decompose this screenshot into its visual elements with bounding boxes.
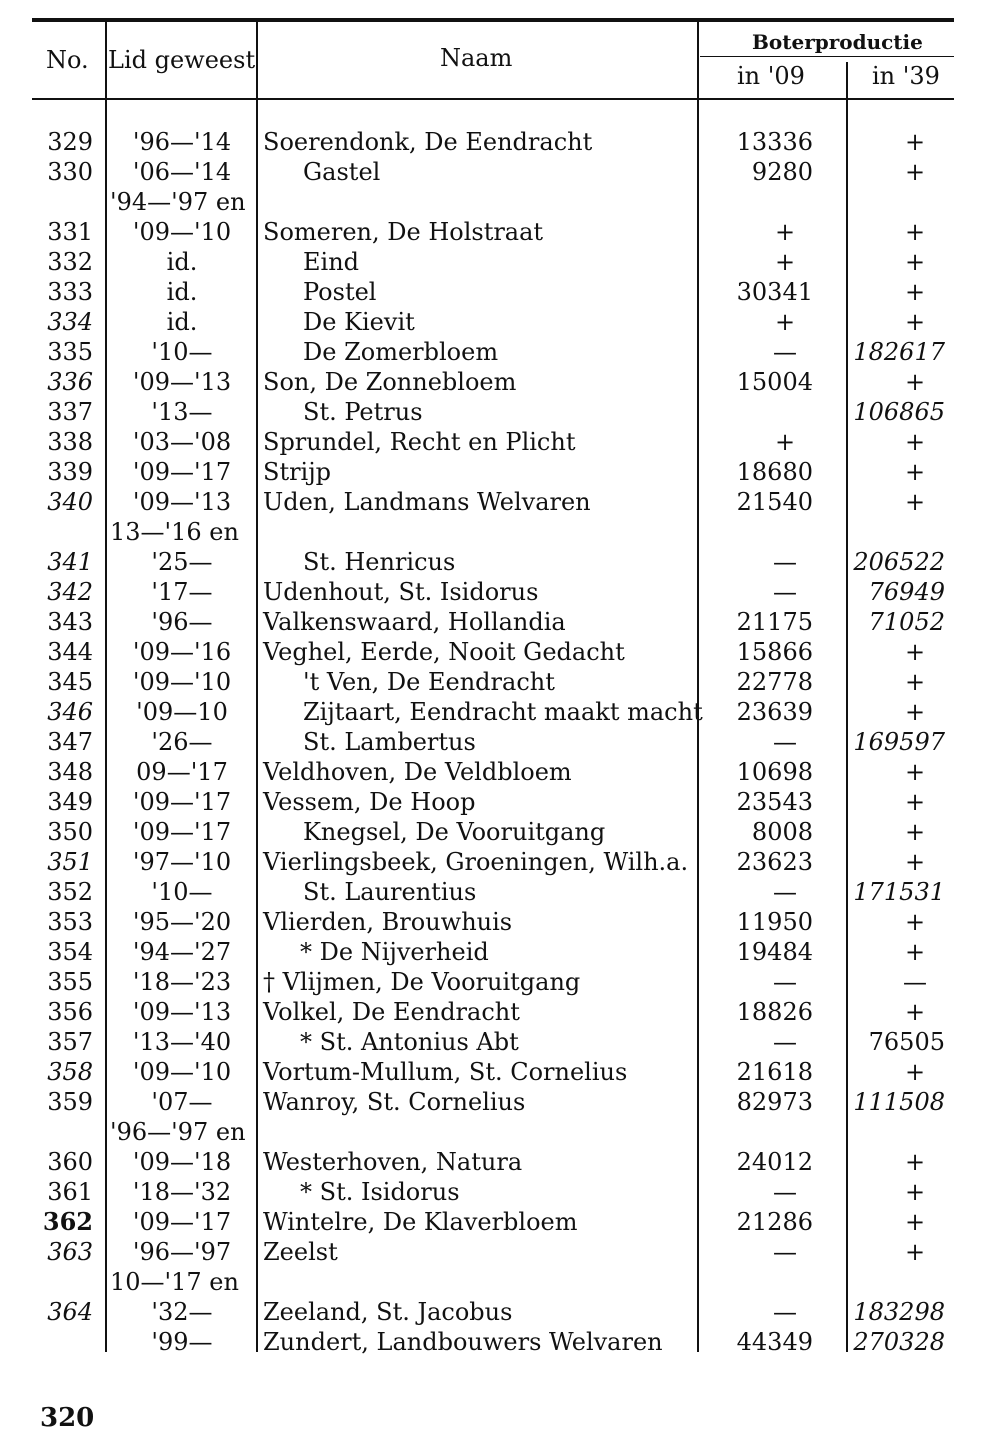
row-boter-09: 21540 <box>736 488 813 516</box>
row-boter-39: + <box>904 158 926 186</box>
table-row <box>0 1087 990 1117</box>
table-row <box>0 217 990 247</box>
row-boter-09: 44349 <box>736 1328 813 1356</box>
row-boter-09: — <box>773 338 797 366</box>
row-number: 343 <box>47 608 93 636</box>
row-boter-09: 21618 <box>736 1058 813 1086</box>
row-boter-09: 21175 <box>736 608 813 636</box>
row-boter-39: + <box>904 368 926 396</box>
row-number: 363 <box>47 1238 93 1266</box>
row-boter-09: — <box>773 1028 797 1056</box>
table-row <box>0 1177 990 1207</box>
table-row <box>0 157 990 187</box>
row-number: 332 <box>47 248 93 276</box>
row-naam: Son, De Zonnebloem <box>263 368 517 396</box>
table-row <box>0 127 990 157</box>
row-naam: Vierlingsbeek, Groeningen, Wilh.a. <box>263 848 689 876</box>
row-number: 329 <box>47 128 93 156</box>
row-lid-geweest: '09—'16 <box>132 638 232 666</box>
row-number: 331 <box>47 218 93 246</box>
row-naam: * De Nijverheid <box>300 938 489 966</box>
row-lid-geweest: '09—'17 <box>132 458 232 486</box>
table-row <box>0 547 990 577</box>
row-lid-geweest: '18—'23 <box>132 968 232 996</box>
table-row <box>0 757 990 787</box>
row-boter-39: + <box>904 788 926 816</box>
row-lid-geweest: '26— <box>151 728 213 756</box>
row-boter-09: 23543 <box>736 788 813 816</box>
row-boter-09: 15866 <box>736 638 813 666</box>
row-lid-geweest: '94—'27 <box>132 938 232 966</box>
row-boter-09: 23623 <box>736 848 813 876</box>
row-number: 362 <box>42 1207 93 1236</box>
row-naam: Zeelst <box>263 1238 338 1266</box>
row-number: 352 <box>47 878 93 906</box>
row-naam: Westerhoven, Natura <box>263 1148 523 1176</box>
table-row <box>0 1057 990 1087</box>
row-lid-geweest: '96— <box>151 608 213 636</box>
header-rule <box>32 98 954 100</box>
row-lid-geweest: '96—'97 en <box>110 1118 246 1146</box>
row-boter-39: + <box>904 1208 926 1236</box>
row-lid-geweest: '06—'14 <box>132 158 232 186</box>
table-row <box>0 907 990 937</box>
row-naam: 't Ven, De Eendracht <box>303 668 555 696</box>
row-boter-39: + <box>904 458 926 486</box>
row-boter-09: — <box>773 728 797 756</box>
table-row <box>0 397 990 427</box>
row-boter-09: 8008 <box>751 818 813 846</box>
row-lid-geweest: '09—'10 <box>132 218 232 246</box>
row-naam: Zeeland, St. Jacobus <box>263 1298 513 1326</box>
header-in-39: in '39 <box>872 62 940 90</box>
row-naam: Uden, Landmans Welvaren <box>263 488 591 516</box>
row-naam: Eind <box>303 248 360 276</box>
row-naam: Veghel, Eerde, Nooit Gedacht <box>263 638 625 666</box>
row-number: 351 <box>47 848 93 876</box>
row-boter-39: + <box>904 128 926 156</box>
row-boter-39: + <box>904 1238 926 1266</box>
row-lid-geweest: 13—'16 en <box>110 518 239 546</box>
row-boter-39: + <box>904 818 926 846</box>
row-naam: * St. Isidorus <box>300 1178 460 1206</box>
row-naam: De Zomerbloem <box>303 338 499 366</box>
row-boter-09: 11950 <box>736 908 813 936</box>
row-boter-09: — <box>773 1178 797 1206</box>
row-naam: Wintelre, De Klaverbloem <box>263 1208 578 1236</box>
row-naam: St. Petrus <box>303 398 423 426</box>
row-lid-geweest: '09—'17 <box>132 818 232 846</box>
row-number: 355 <box>47 968 93 996</box>
header-no: No. <box>46 46 89 74</box>
row-number: 348 <box>47 758 93 786</box>
header-in-09: in '09 <box>737 62 805 90</box>
row-lid-geweest: '13— <box>151 398 213 426</box>
table-row <box>0 967 990 997</box>
row-boter-39: + <box>904 308 926 336</box>
row-boter-39: 106865 <box>853 398 945 426</box>
row-number: 347 <box>47 728 93 756</box>
row-lid-geweest: '09—10 <box>136 698 228 726</box>
row-naam: Vortum-Mullum, St. Cornelius <box>263 1058 628 1086</box>
row-naam: Wanroy, St. Cornelius <box>263 1088 526 1116</box>
header-naam: Naam <box>440 44 513 72</box>
row-lid-geweest: id. <box>166 308 198 336</box>
row-boter-09: 23639 <box>736 698 813 726</box>
row-boter-39: + <box>904 848 926 876</box>
row-lid-geweest: '13—'40 <box>132 1028 232 1056</box>
table-row <box>0 307 990 337</box>
table-row <box>0 1147 990 1177</box>
table-row <box>0 1327 990 1357</box>
row-lid-geweest: '96—'97 <box>132 1238 232 1266</box>
table-row <box>0 817 990 847</box>
row-naam: Volkel, De Eendracht <box>263 998 520 1026</box>
row-lid-geweest: 09—'17 <box>136 758 228 786</box>
row-naam: Valkenswaard, Hollandia <box>263 608 566 636</box>
row-boter-09: + <box>774 428 796 456</box>
row-lid-geweest: '18—'32 <box>132 1178 232 1206</box>
row-lid-geweest: '97—'10 <box>132 848 232 876</box>
row-boter-39: 183298 <box>853 1298 945 1326</box>
row-number: 340 <box>47 488 93 516</box>
row-boter-09: + <box>774 308 796 336</box>
row-boter-39: + <box>904 998 926 1026</box>
row-number: 330 <box>47 158 93 186</box>
row-lid-geweest: '09—'13 <box>132 368 232 396</box>
row-number: 357 <box>47 1028 93 1056</box>
row-lid-geweest: '03—'08 <box>132 428 232 456</box>
row-boter-39: + <box>904 278 926 306</box>
table-row <box>0 727 990 757</box>
row-boter-39: 111508 <box>853 1088 945 1116</box>
row-boter-09: — <box>773 1238 797 1266</box>
row-naam: Postel <box>303 278 377 306</box>
row-boter-09: 18680 <box>736 458 813 486</box>
row-naam: * St. Antonius Abt <box>300 1028 519 1056</box>
row-boter-09: — <box>773 548 797 576</box>
row-boter-39: + <box>904 668 926 696</box>
row-lid-geweest: '09—'17 <box>132 1208 232 1236</box>
table-row <box>0 247 990 277</box>
row-boter-39: + <box>904 908 926 936</box>
row-boter-09: — <box>773 878 797 906</box>
row-number: 335 <box>47 338 93 366</box>
row-boter-39: + <box>904 428 926 456</box>
row-boter-39: 71052 <box>868 608 945 636</box>
table-row <box>0 937 990 967</box>
row-boter-09: 22778 <box>736 668 813 696</box>
table-row <box>0 787 990 817</box>
row-boter-39: 169597 <box>853 728 945 756</box>
header-boterproductie: Boterproductie <box>752 30 923 54</box>
row-number: 353 <box>47 908 93 936</box>
row-boter-09: 10698 <box>736 758 813 786</box>
row-boter-39: + <box>904 1058 926 1086</box>
page-number: 320 <box>40 1403 95 1433</box>
row-naam: Soerendonk, De Eendracht <box>263 128 593 156</box>
row-naam: Someren, De Holstraat <box>263 218 544 246</box>
row-lid-geweest: '09—'13 <box>132 488 232 516</box>
row-lid-geweest: 10—'17 en <box>110 1268 239 1296</box>
table-body <box>0 127 990 1357</box>
row-lid-geweest: '10— <box>151 338 213 366</box>
row-number: 359 <box>47 1088 93 1116</box>
row-boter-39: + <box>904 488 926 516</box>
row-naam: Zijtaart, Eendracht maakt macht <box>303 698 703 726</box>
row-number: 333 <box>47 278 93 306</box>
row-naam: Vessem, De Hoop <box>263 788 476 816</box>
row-number: 346 <box>47 698 93 726</box>
table-row <box>0 277 990 307</box>
header-lid-geweest: Lid geweest <box>108 46 256 74</box>
row-boter-09: 18826 <box>736 998 813 1026</box>
row-boter-39: + <box>904 218 926 246</box>
table-row <box>0 607 990 637</box>
row-boter-39: + <box>904 638 926 666</box>
row-naam: Strijp <box>263 458 332 486</box>
row-lid-geweest: '10— <box>151 878 213 906</box>
row-lid-geweest: '07— <box>151 1088 213 1116</box>
row-boter-39: + <box>904 938 926 966</box>
row-number: 356 <box>47 998 93 1026</box>
row-boter-09: 82973 <box>736 1088 813 1116</box>
row-boter-39: 206522 <box>853 548 945 576</box>
row-boter-09: 9280 <box>751 158 813 186</box>
row-number: 350 <box>47 818 93 846</box>
table-row <box>0 847 990 877</box>
row-boter-39: + <box>904 1178 926 1206</box>
row-boter-39: + <box>904 758 926 786</box>
table-row <box>0 1237 990 1267</box>
row-lid-geweest: '09—'13 <box>132 998 232 1026</box>
row-number: 354 <box>47 938 93 966</box>
row-lid-geweest: id. <box>166 248 198 276</box>
row-lid-geweest: '95—'20 <box>132 908 232 936</box>
row-lid-geweest: '96—'14 <box>132 128 232 156</box>
table-row <box>0 457 990 487</box>
row-number: 364 <box>47 1298 93 1326</box>
row-number: 334 <box>47 308 93 336</box>
row-naam: Vlierden, Brouwhuis <box>263 908 513 936</box>
row-lid-geweest: '09—'17 <box>132 788 232 816</box>
row-boter-39: 182617 <box>853 338 945 366</box>
row-number: 342 <box>47 578 93 606</box>
row-number: 341 <box>47 548 93 576</box>
row-boter-09: 19484 <box>736 938 813 966</box>
row-boter-39: 76505 <box>868 1028 945 1056</box>
row-lid-geweest: '94—'97 en <box>110 188 246 216</box>
row-boter-39: 76949 <box>868 578 945 606</box>
table-row <box>0 427 990 457</box>
row-lid-geweest: '09—'10 <box>132 668 232 696</box>
row-boter-39: 171531 <box>853 878 945 906</box>
table-row <box>0 577 990 607</box>
row-lid-geweest: id. <box>166 278 198 306</box>
table-row <box>0 877 990 907</box>
table-row <box>0 1027 990 1057</box>
table-row <box>0 487 990 517</box>
row-boter-09: 24012 <box>736 1148 813 1176</box>
row-boter-09: 13336 <box>736 128 813 156</box>
row-naam: Knegsel, De Vooruitgang <box>303 818 606 846</box>
row-naam: Sprundel, Recht en Plicht <box>263 428 576 456</box>
row-number: 337 <box>47 398 93 426</box>
row-number: 336 <box>47 368 93 396</box>
row-boter-09: + <box>774 248 796 276</box>
row-number: 338 <box>47 428 93 456</box>
row-lid-geweest: '99— <box>151 1328 213 1356</box>
row-boter-39: 270328 <box>853 1328 945 1356</box>
row-naam: St. Henricus <box>303 548 456 576</box>
row-naam: Veldhoven, De Veldbloem <box>263 758 572 786</box>
row-naam: † Vlijmen, De Vooruitgang <box>263 968 581 996</box>
row-boter-09: 21286 <box>736 1208 813 1236</box>
row-lid-geweest: '09—'18 <box>132 1148 232 1176</box>
row-boter-09: 30341 <box>736 278 813 306</box>
table-row <box>0 1297 990 1327</box>
boter-underline <box>700 56 954 57</box>
row-number: 345 <box>47 668 93 696</box>
row-boter-39: + <box>904 248 926 276</box>
table-row <box>0 367 990 397</box>
row-naam: De Kievit <box>303 308 415 336</box>
row-boter-39: + <box>904 1148 926 1176</box>
table-row <box>0 337 990 367</box>
row-boter-09: — <box>773 578 797 606</box>
row-lid-geweest: '32— <box>151 1298 213 1326</box>
row-boter-09: — <box>773 1298 797 1326</box>
table-row <box>0 697 990 727</box>
row-number: 361 <box>47 1178 93 1206</box>
table-row <box>0 1207 990 1237</box>
row-boter-39: + <box>904 698 926 726</box>
row-number: 349 <box>47 788 93 816</box>
row-naam: St. Laurentius <box>303 878 477 906</box>
row-boter-09: — <box>773 968 797 996</box>
row-naam: Gastel <box>303 158 381 186</box>
row-lid-geweest: '09—'10 <box>132 1058 232 1086</box>
table-row <box>0 667 990 697</box>
row-number: 344 <box>47 638 93 666</box>
table-row <box>0 517 990 547</box>
row-number: 358 <box>47 1058 93 1086</box>
row-number: 339 <box>47 458 93 486</box>
table-row <box>0 187 990 217</box>
top-rule <box>32 18 954 22</box>
table-row <box>0 1117 990 1147</box>
row-boter-09: + <box>774 218 796 246</box>
row-number: 360 <box>47 1148 93 1176</box>
row-lid-geweest: '17— <box>151 578 213 606</box>
row-naam: Zundert, Landbouwers Welvaren <box>263 1328 663 1356</box>
table-row <box>0 1267 990 1297</box>
row-lid-geweest: '25— <box>151 548 213 576</box>
table-row <box>0 997 990 1027</box>
row-boter-09: 15004 <box>736 368 813 396</box>
row-naam: Udenhout, St. Isidorus <box>263 578 539 606</box>
table-row <box>0 637 990 667</box>
row-naam: St. Lambertus <box>303 728 476 756</box>
row-boter-39: — <box>903 968 927 996</box>
